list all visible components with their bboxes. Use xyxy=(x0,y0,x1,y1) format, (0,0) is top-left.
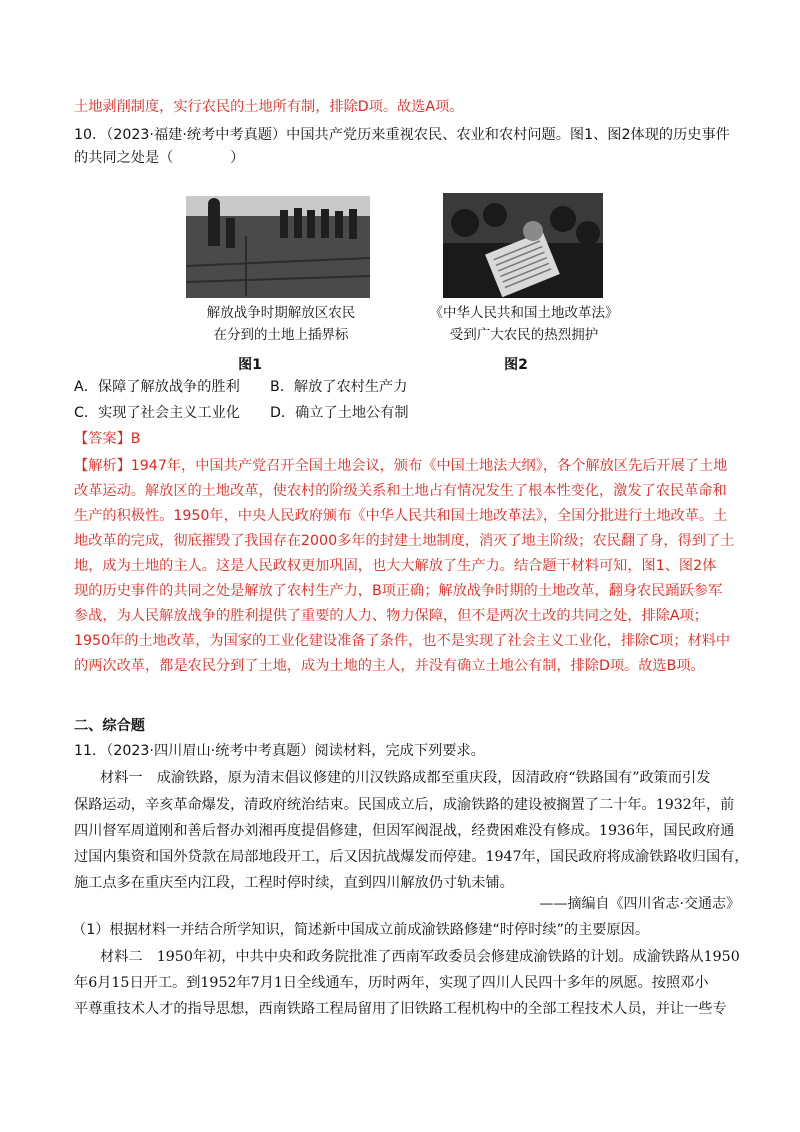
analysis-line: 改革运动。解放区的土地改革，使农村的阶级关系和土地占有情况发生了根本性变化，激发了农民革命和 xyxy=(74,483,727,499)
option-b: B．解放了农村生产力 xyxy=(270,379,408,395)
fig2-caption-line-2: 受到广大农民的热烈拥护 xyxy=(449,327,599,343)
option-c: C．实现了社会主义工业化 xyxy=(74,405,240,421)
section-heading: 二、综合题 xyxy=(74,718,145,734)
material1-source: ——摘编自《四川省志·交通志》 xyxy=(539,896,740,912)
q10-stem-line-2: 的共同之处是（ ） xyxy=(74,150,245,166)
analysis-line: 现的历史事件的共同之处是解放了农村生产力，B项正确；解放战争时期的土地改革，翻身农民踊跃参军 xyxy=(74,583,723,599)
q11-stem: 11．（2023·四川眉山·统考中考真题）阅读材料，完成下列要求。 xyxy=(74,743,485,759)
fig2-label: 图2 xyxy=(504,357,528,373)
analysis-line: 参战，为人民解放战争的胜利提供了重要的人力、物力保障，但不是两次土改的共同之处，排除A项； xyxy=(74,608,708,624)
analysis-line: 的两次改革，都是农民分到了土地，成为土地的主人，并没有确立土地公有制，排除D项。故选B项。 xyxy=(74,658,705,674)
material1-line: 四川督军周道刚和善后督办刘湘再度提倡修建，但因军阀混战，经费困难没有修成。1936年，国民政府通 xyxy=(74,823,735,839)
material2-line: 材料二 1950年初，中共中央和政务院批准了西南军政委员会修建成渝铁路的计划。成渝铁路从1950 xyxy=(100,949,740,965)
q10-answer: 【答案】B xyxy=(74,431,141,447)
q10-stem-line-1: 10．（2023·福建·统考中考真题）中国共产党历来重视农民、农业和农村问题。图1、图2体现的历史事件 xyxy=(74,127,730,143)
analysis-line: 生产的积极性。1950年，中央人民政府颁布《中华人民共和国土地改革法》，全国分批进行土地改革。土 xyxy=(74,508,728,524)
fig1-caption-line-1: 解放战争时期解放区农民 xyxy=(206,305,356,321)
material1-line: 施工点多在重庆至内江段，工程时停时续，直到四川解放仍寸轨未铺。 xyxy=(74,875,514,891)
option-a: A．保障了解放战争的胜利 xyxy=(74,379,240,395)
fig1-caption-line-2: 在分到的土地上插界标 xyxy=(213,327,349,343)
material2-line: 平尊重技术人才的指导思想，西南铁路工程局留用了旧铁路工程机构中的全部工程技术人员，并让一些专 xyxy=(74,1001,727,1017)
analysis-line: 地，成为土地的主人。这是人民政权更加巩固，也大大解放了生产力。结合题干材料可知，图1、图2体 xyxy=(74,558,717,574)
material1-line: 材料一 成渝铁路，原为清末倡议修建的川汉铁路成都至重庆段，因清政府“铁路国有”政策而引发 xyxy=(100,770,711,786)
material2-line: 年6月15日开工。到1952年7月1日全线通车，历时两年，实现了四川人民四十多年的夙愿。按照邓小 xyxy=(74,975,709,991)
fig2-photo xyxy=(443,193,603,298)
fig2-caption xyxy=(412,302,636,346)
sub-question-1: （1）根据材料一并结合所学知识，简述新中国成立前成渝铁路修建“时停时续”的主要原因。 xyxy=(72,922,650,938)
fig2-caption-line-1: 《中华人民共和国土地改革法》 xyxy=(429,305,619,321)
fig1-caption xyxy=(186,302,376,346)
answer-tail-line: 土地剥削制度，实行农民的土地所有制，排除D项。故选A项。 xyxy=(74,99,464,115)
fig1-photo xyxy=(186,196,370,298)
option-d: D．确立了土地公有制 xyxy=(270,405,409,421)
material1-line: 过国内集资和国外贷款在局部地段开工，后又因抗战爆发而停建。1947年，国民政府将成渝铁路收归国有， xyxy=(74,849,749,865)
analysis-line: 1950年的土地改革，为国家的工业化建设准备了条件，也不是实现了社会主义工业化，排除C项；材料中 xyxy=(74,633,731,649)
material1-line: 保路运动，辛亥革命爆发，清政府统治结束。民国成立后，成渝铁路的建设被搁置了二十年。1932年，前 xyxy=(74,797,735,813)
analysis-line: 【解析】1947年，中国共产党召开全国土地会议，颁布《中国土地法大纲》，各个解放区先后开展了土地 xyxy=(74,458,728,474)
fig1-label: 图1 xyxy=(238,357,262,373)
analysis-line: 地改革的完成，彻底摧毁了我国存在2000多年的封建土地制度，消灭了地主阶级；农民翻了身，得到了土 xyxy=(74,533,735,549)
